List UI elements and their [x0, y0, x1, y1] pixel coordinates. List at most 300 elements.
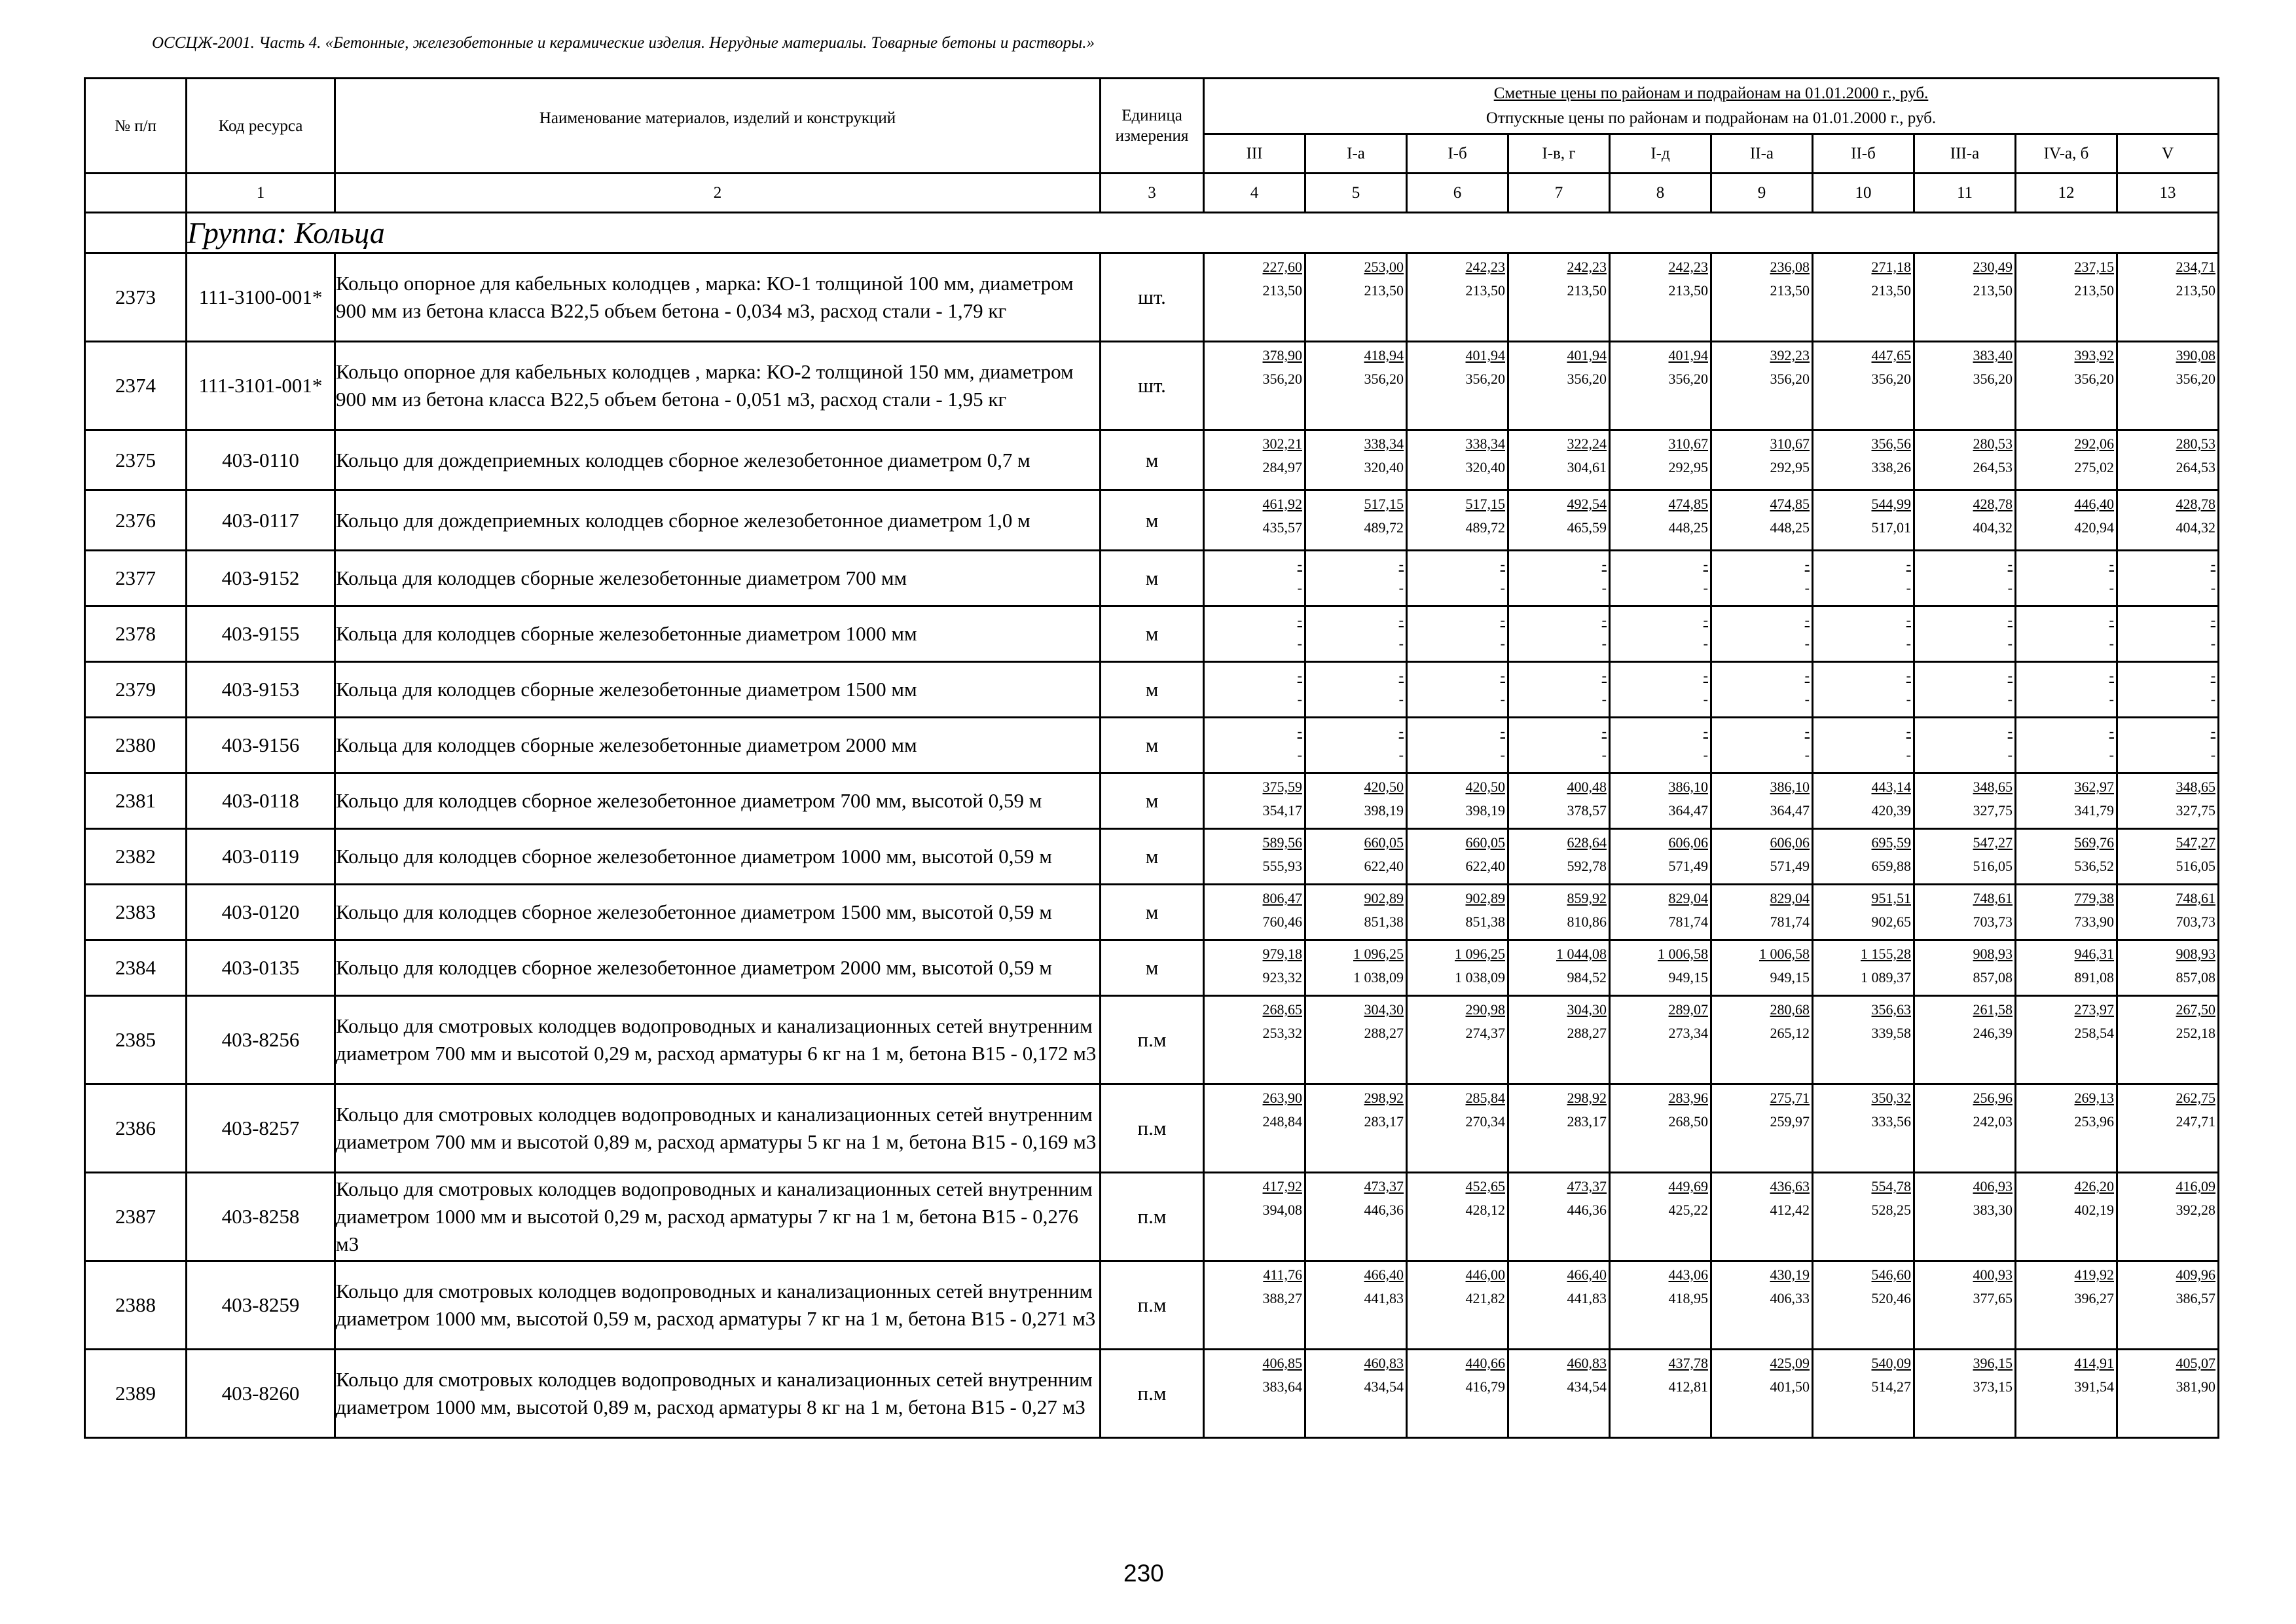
estimate-price: 280,53: [1973, 435, 2013, 452]
release-price: 292,95: [1770, 459, 1810, 475]
estimate-price: 338,34: [1364, 435, 1404, 452]
release-price: -: [1500, 635, 1505, 652]
estimate-price: 267,50: [2176, 1001, 2216, 1018]
row-number: 2388: [85, 1261, 187, 1350]
price-cell: [1204, 1084, 1305, 1173]
price-cell: [1813, 773, 1914, 829]
price-cell: [1305, 718, 1407, 773]
table-row: [85, 996, 2219, 1084]
estimate-price: 466,40: [1364, 1266, 1404, 1283]
release-price: 273,34: [1668, 1025, 1708, 1041]
estimate-price: 460,83: [1567, 1355, 1607, 1371]
price-cell: [1711, 342, 1813, 430]
estimate-price: 356,63: [1871, 1001, 1911, 1018]
price-cell: [1914, 1173, 2016, 1261]
header-region: III-а: [1914, 134, 2016, 174]
estimate-price: 606,06: [1668, 834, 1708, 851]
release-price: -: [1703, 580, 1708, 596]
release-price: 489,72: [1364, 519, 1404, 536]
release-price: -: [2210, 691, 2216, 707]
estimate-price: 234,71: [2176, 259, 2216, 275]
estimate-price: 829,04: [1770, 890, 1810, 906]
estimate-price: 628,64: [1567, 834, 1607, 851]
price-cell: [2117, 996, 2219, 1084]
estimate-price: 242,23: [1567, 259, 1607, 275]
price-cell: [1407, 253, 1508, 342]
release-price: 213,50: [1770, 282, 1810, 299]
group-spacer: [85, 213, 187, 253]
price-cell: [1813, 1261, 1914, 1350]
unit-cell: шт.: [1101, 253, 1204, 342]
release-price: -: [1297, 580, 1302, 596]
estimate-price: -: [1297, 612, 1302, 628]
price-cell: [1305, 342, 1407, 430]
price-cell: [1204, 253, 1305, 342]
header-prices-estimate: Сметные цены по районам и подрайонам на 01.01.2000 г., руб.: [1493, 84, 1929, 102]
release-price: 242,03: [1973, 1113, 2013, 1130]
item-name: Кольцо для колодцев сборное железобетонное диаметром 2000 мм, высотой 0,59 м: [335, 940, 1101, 996]
table-body: [85, 79, 2219, 1438]
header-row-1: [85, 79, 2219, 134]
estimate-price: 261,58: [1973, 1001, 2013, 1018]
price-cell: [1407, 885, 1508, 940]
release-price: 356,20: [2074, 371, 2114, 387]
release-price: 404,32: [2176, 519, 2216, 536]
release-price: 781,74: [1668, 913, 1708, 930]
release-price: -: [1601, 635, 1607, 652]
release-price: 259,97: [1770, 1113, 1810, 1130]
release-price: 265,12: [1770, 1025, 1810, 1041]
unit-cell: м: [1101, 490, 1204, 551]
price-cell: [1407, 773, 1508, 829]
price-cell: [1711, 885, 1813, 940]
release-price: 810,86: [1567, 913, 1607, 930]
estimate-price: 290,98: [1465, 1001, 1505, 1018]
unit-cell: м: [1101, 606, 1204, 662]
price-cell: [1204, 430, 1305, 490]
price-cell: [1813, 430, 1914, 490]
estimate-price: 292,06: [2074, 435, 2114, 452]
resource-code: 403-9153: [187, 662, 335, 718]
estimate-price: 1 096,25: [1353, 946, 1404, 962]
price-cell: [1508, 551, 1610, 606]
estimate-price: 695,59: [1871, 834, 1911, 851]
price-cell: [1813, 996, 1914, 1084]
release-price: 622,40: [1465, 858, 1505, 874]
estimate-price: 1 006,58: [1658, 946, 1708, 962]
resource-code: 111-3101-001*: [187, 342, 335, 430]
release-price: 283,17: [1364, 1113, 1404, 1130]
estimate-price: 348,65: [2176, 779, 2216, 795]
estimate-price: 263,90: [1262, 1090, 1302, 1106]
estimate-price: 392,23: [1770, 347, 1810, 363]
estimate-price: 230,49: [1973, 259, 2013, 275]
price-cell: [1204, 662, 1305, 718]
estimate-price: 256,96: [1973, 1090, 2013, 1106]
price-cell: [1914, 1261, 2016, 1350]
price-cell: [1711, 718, 1813, 773]
price-cell: [1813, 885, 1914, 940]
release-price: 339,58: [1871, 1025, 1911, 1041]
estimate-price: 979,18: [1262, 946, 1302, 962]
estimate-price: 262,75: [2176, 1090, 2216, 1106]
estimate-price: -: [2109, 612, 2114, 628]
row-number: 2373: [85, 253, 187, 342]
price-cell: [1407, 430, 1508, 490]
price-cell: [1204, 606, 1305, 662]
price-cell: [1914, 342, 2016, 430]
estimate-price: 242,23: [1668, 259, 1708, 275]
table-row: [85, 342, 2219, 430]
resource-code: 403-9156: [187, 718, 335, 773]
price-cell: [2016, 1350, 2117, 1438]
estimate-price: 908,93: [2176, 946, 2216, 962]
estimate-price: 461,92: [1262, 496, 1302, 512]
resource-code: 403-0118: [187, 773, 335, 829]
price-cell: [2016, 996, 2117, 1084]
price-cell: [2016, 1173, 2117, 1261]
estimate-price: -: [1906, 556, 1911, 572]
release-price: 213,50: [1871, 282, 1911, 299]
estimate-price: 411,76: [1263, 1266, 1302, 1283]
price-cell: [1813, 551, 1914, 606]
estimate-price: 419,92: [2074, 1266, 2114, 1283]
release-price: 213,50: [1465, 282, 1505, 299]
resource-code: 403-8259: [187, 1261, 335, 1350]
item-name: Кольцо для колодцев сборное железобетонное диаметром 1000 мм, высотой 0,59 м: [335, 829, 1101, 885]
resource-code: 403-8260: [187, 1350, 335, 1438]
release-price: 949,15: [1668, 969, 1708, 986]
estimate-price: 253,00: [1364, 259, 1404, 275]
release-price: -: [1297, 691, 1302, 707]
release-price: -: [1703, 635, 1708, 652]
release-price: 571,49: [1770, 858, 1810, 874]
price-cell: [1407, 662, 1508, 718]
header-unit: Единица измерения: [1101, 79, 1204, 174]
release-price: 388,27: [1262, 1290, 1302, 1306]
release-price: 213,50: [1364, 282, 1404, 299]
header-region: II-б: [1813, 134, 1914, 174]
page-number: 230: [1123, 1560, 1164, 1587]
column-number: 5: [1305, 174, 1407, 213]
column-number: [85, 174, 187, 213]
release-price: 592,78: [1567, 858, 1607, 874]
unit-cell: п.м: [1101, 1350, 1204, 1438]
estimate-price: 420,50: [1364, 779, 1404, 795]
estimate-price: 748,61: [1973, 890, 2013, 906]
row-number: 2382: [85, 829, 187, 885]
price-cell: [1508, 342, 1610, 430]
header-region: V: [2117, 134, 2219, 174]
price-cell: [1610, 662, 1711, 718]
price-cell: [1914, 1084, 2016, 1173]
unit-cell: м: [1101, 885, 1204, 940]
price-cell: [1711, 1350, 1813, 1438]
price-cell: [1508, 940, 1610, 996]
release-price: 703,73: [1973, 913, 2013, 930]
estimate-price: 446,00: [1465, 1266, 1505, 1283]
price-cell: [1407, 1261, 1508, 1350]
unit-cell: п.м: [1101, 1173, 1204, 1261]
column-number: 1: [187, 174, 335, 213]
release-price: -: [1297, 635, 1302, 652]
estimate-price: 396,15: [1973, 1355, 2013, 1371]
estimate-price: 1 044,08: [1556, 946, 1607, 962]
estimate-price: -: [1398, 667, 1404, 684]
price-cell: [1610, 885, 1711, 940]
release-price: 356,20: [1668, 371, 1708, 387]
release-price: 377,65: [1973, 1290, 2013, 1306]
row-number: 2381: [85, 773, 187, 829]
item-name: Кольцо для дождеприемных колодцев сборное железобетонное диаметром 0,7 м: [335, 430, 1101, 490]
column-number: 8: [1610, 174, 1711, 213]
estimate-price: 544,99: [1871, 496, 1911, 512]
release-price: 391,54: [2074, 1378, 2114, 1395]
price-cell: [1610, 829, 1711, 885]
table-row: [85, 551, 2219, 606]
price-cell: [2117, 662, 2219, 718]
release-price: 283,17: [1567, 1113, 1607, 1130]
header-region: II-а: [1711, 134, 1813, 174]
column-number: 7: [1508, 174, 1610, 213]
price-cell: [1508, 885, 1610, 940]
release-price: 275,02: [2074, 459, 2114, 475]
row-number: 2384: [85, 940, 187, 996]
estimate-price: 426,20: [2074, 1178, 2114, 1194]
release-price: 857,08: [1973, 969, 2013, 986]
estimate-price: 859,92: [1567, 890, 1607, 906]
item-name: Кольцо для смотровых колодцев водопроводных и канализационных сетей внутренним диаметром 700 мм и высотой 0,29 м, расход арматуры 6 кг на 1 м, бетона В15 - 0,172 м3: [335, 996, 1101, 1084]
price-cell: [2117, 1261, 2219, 1350]
release-price: 448,25: [1770, 519, 1810, 536]
price-cell: [1813, 940, 1914, 996]
release-price: -: [1601, 580, 1607, 596]
release-price: -: [2210, 747, 2216, 763]
header-region: I-в, г: [1508, 134, 1610, 174]
price-cell: [1407, 718, 1508, 773]
price-cell: [1407, 606, 1508, 662]
unit-cell: п.м: [1101, 1084, 1204, 1173]
release-price: -: [1804, 691, 1810, 707]
release-price: 213,50: [2074, 282, 2114, 299]
release-price: 398,19: [1364, 802, 1404, 819]
release-price: 851,38: [1465, 913, 1505, 930]
unit-cell: м: [1101, 829, 1204, 885]
release-price: 412,81: [1668, 1378, 1708, 1395]
price-cell: [1305, 940, 1407, 996]
release-price: 428,12: [1465, 1202, 1505, 1218]
price-cell: [1813, 490, 1914, 551]
estimate-price: 393,92: [2074, 347, 2114, 363]
estimate-price: 401,94: [1567, 347, 1607, 363]
unit-cell: м: [1101, 662, 1204, 718]
row-number: 2376: [85, 490, 187, 551]
document-header: ОССЦЖ-2001. Часть 4. «Бетонные, железобетонные и керамические изделия. Нерудные материалы. Товарные бетоны и растворы.»: [152, 34, 1095, 52]
price-cell: [1711, 490, 1813, 551]
price-cell: [1204, 718, 1305, 773]
price-table: [84, 77, 2219, 1439]
resource-code: 403-8258: [187, 1173, 335, 1261]
estimate-price: 414,91: [2074, 1355, 2114, 1371]
price-cell: [2117, 551, 2219, 606]
release-price: -: [1804, 747, 1810, 763]
unit-cell: м: [1101, 718, 1204, 773]
release-price: 514,27: [1871, 1378, 1911, 1395]
release-price: 268,50: [1668, 1113, 1708, 1130]
release-price: -: [1500, 580, 1505, 596]
estimate-price: 473,37: [1567, 1178, 1607, 1194]
resource-code: 403-9155: [187, 606, 335, 662]
price-cell: [1711, 253, 1813, 342]
price-cell: [1711, 551, 1813, 606]
table-row: [85, 430, 2219, 490]
unit-cell: м: [1101, 773, 1204, 829]
release-price: 435,57: [1262, 519, 1302, 536]
estimate-price: 946,31: [2074, 946, 2114, 962]
estimate-price: 268,65: [1262, 1001, 1302, 1018]
release-price: 446,36: [1364, 1202, 1404, 1218]
estimate-price: 406,85: [1262, 1355, 1302, 1371]
release-price: 420,94: [2074, 519, 2114, 536]
release-price: -: [1500, 747, 1505, 763]
release-price: 528,25: [1871, 1202, 1911, 1218]
estimate-price: 779,38: [2074, 890, 2114, 906]
estimate-price: 440,66: [1465, 1355, 1505, 1371]
release-price: 425,22: [1668, 1202, 1708, 1218]
price-cell: [2016, 551, 2117, 606]
estimate-price: -: [2007, 723, 2013, 739]
release-price: -: [1804, 635, 1810, 652]
item-name: Кольца для колодцев сборные железобетонные диаметром 700 мм: [335, 551, 1101, 606]
price-cell: [1711, 996, 1813, 1084]
estimate-price: -: [2007, 667, 2013, 684]
price-cell: [1508, 718, 1610, 773]
price-cell: [1610, 773, 1711, 829]
price-cell: [1305, 430, 1407, 490]
release-price: 213,50: [1567, 282, 1607, 299]
release-price: 248,84: [1262, 1113, 1302, 1130]
table-row: [85, 662, 2219, 718]
row-number: 2385: [85, 996, 187, 1084]
estimate-price: 304,30: [1364, 1001, 1404, 1018]
row-number: 2377: [85, 551, 187, 606]
estimate-price: 386,10: [1668, 779, 1708, 795]
release-price: 253,32: [1262, 1025, 1302, 1041]
estimate-price: 350,32: [1871, 1090, 1911, 1106]
estimate-price: 237,15: [2074, 259, 2114, 275]
release-price: 274,37: [1465, 1025, 1505, 1041]
release-price: 781,74: [1770, 913, 1810, 930]
estimate-price: 409,96: [2176, 1266, 2216, 1283]
estimate-price: 452,65: [1465, 1178, 1505, 1194]
release-price: 392,28: [2176, 1202, 2216, 1218]
release-price: 284,97: [1262, 459, 1302, 475]
price-cell: [2117, 885, 2219, 940]
estimate-price: 400,48: [1567, 779, 1607, 795]
release-price: 441,83: [1567, 1290, 1607, 1306]
release-price: 949,15: [1770, 969, 1810, 986]
row-number: 2387: [85, 1173, 187, 1261]
estimate-price: 289,07: [1668, 1001, 1708, 1018]
release-price: 891,08: [2074, 969, 2114, 986]
estimate-price: 401,94: [1465, 347, 1505, 363]
price-cell: [1914, 773, 2016, 829]
estimate-price: 242,23: [1465, 259, 1505, 275]
release-price: 421,82: [1465, 1290, 1505, 1306]
release-price: -: [1601, 747, 1607, 763]
estimate-price: 273,97: [2074, 1001, 2114, 1018]
release-price: -: [2109, 691, 2114, 707]
price-cell: [1813, 1173, 1914, 1261]
price-cell: [1508, 253, 1610, 342]
resource-code: 403-0117: [187, 490, 335, 551]
estimate-price: 298,92: [1364, 1090, 1404, 1106]
table-row: [85, 1084, 2219, 1173]
item-name: Кольцо для дождеприемных колодцев сборное железобетонное диаметром 1,0 м: [335, 490, 1101, 551]
price-cell: [1305, 1084, 1407, 1173]
release-price: -: [2007, 580, 2013, 596]
row-number: 2379: [85, 662, 187, 718]
release-price: 401,50: [1770, 1378, 1810, 1395]
price-cell: [1407, 551, 1508, 606]
release-price: 441,83: [1364, 1290, 1404, 1306]
release-price: 760,46: [1262, 913, 1302, 930]
estimate-price: 829,04: [1668, 890, 1708, 906]
release-price: 354,17: [1262, 802, 1302, 819]
group-title: Группа: Кольца: [187, 213, 2219, 253]
estimate-price: 280,53: [2176, 435, 2216, 452]
estimate-price: 378,90: [1262, 347, 1302, 363]
release-price: 923,32: [1262, 969, 1302, 986]
price-cell: [1610, 940, 1711, 996]
price-cell: [1610, 1350, 1711, 1438]
estimate-price: 902,89: [1465, 890, 1505, 906]
price-cell: [2016, 342, 2117, 430]
price-cell: [1204, 940, 1305, 996]
release-price: 264,53: [1973, 459, 2013, 475]
price-cell: [1305, 1261, 1407, 1350]
column-numbers-row: [85, 174, 2219, 213]
item-name: Кольцо для смотровых колодцев водопроводных и канализационных сетей внутренним диаметром 1000 мм, высотой 0,59 м, расход арматуры 7 кг на 1 м, бетона В15 - 0,271 м3: [335, 1261, 1101, 1350]
estimate-price: -: [1906, 723, 1911, 739]
estimate-price: 517,15: [1465, 496, 1505, 512]
estimate-price: -: [1804, 556, 1810, 572]
price-cell: [2016, 490, 2117, 551]
price-cell: [2016, 430, 2117, 490]
column-number: 4: [1204, 174, 1305, 213]
release-price: 622,40: [1364, 858, 1404, 874]
estimate-price: 236,08: [1770, 259, 1810, 275]
release-price: 489,72: [1465, 519, 1505, 536]
resource-code: 403-8257: [187, 1084, 335, 1173]
price-cell: [2117, 1173, 2219, 1261]
estimate-price: 466,40: [1567, 1266, 1607, 1283]
estimate-price: 569,76: [2074, 834, 2114, 851]
estimate-price: 383,40: [1973, 347, 2013, 363]
price-cell: [1914, 662, 2016, 718]
release-price: 356,20: [1770, 371, 1810, 387]
release-price: 465,59: [1567, 519, 1607, 536]
estimate-price: 908,93: [1973, 946, 2013, 962]
release-price: 373,15: [1973, 1378, 2013, 1395]
estimate-price: 806,47: [1262, 890, 1302, 906]
estimate-price: 1 096,25: [1455, 946, 1505, 962]
price-cell: [1204, 1173, 1305, 1261]
header-region: I-б: [1407, 134, 1508, 174]
estimate-price: 660,05: [1465, 834, 1505, 851]
release-price: -: [1804, 580, 1810, 596]
price-cell: [1204, 829, 1305, 885]
